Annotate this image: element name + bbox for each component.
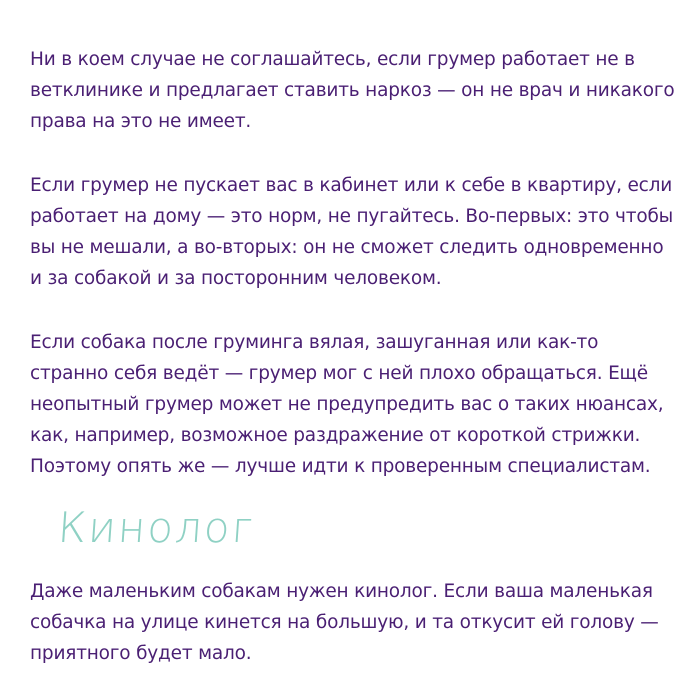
paragraph-cynologist: Даже маленьким собакам нужен кинолог. Если ваша маленькая собачка на улице кинется на большую, и та откусит ей голову — приятного будет мало.	[30, 581, 659, 664]
section-heading-cynologist: Кинолог	[56, 503, 257, 552]
paragraph-after-grooming: Если собака после груминга вялая, зашуганная или как-то странно себя ведёт — грумер мог с ней плохо обращаться. Ещё неопытный грумер может не предупредить вас о таких нюансах, как, например, возможное раздражение от короткой стрижки. Поэтому опять же — лучше идти к проверенным специалистам.	[30, 332, 664, 477]
paragraph-groomer-home: Если грумер не пускает вас в кабинет или к себе в квартиру, если работает на дому — это норм, не пугайтесь. Во-первых: это чтобы вы не мешали, а во-вторых: он не сможет следить одновременно и за собакой и за посторонним человеком.	[30, 175, 674, 289]
paragraph-anesthesia-warning: Ни в коем случае не соглашайтесь, если грумер работает не в ветклинике и предлагает ставить наркоз — он не врач и никакого права на это не имеет.	[30, 49, 675, 132]
